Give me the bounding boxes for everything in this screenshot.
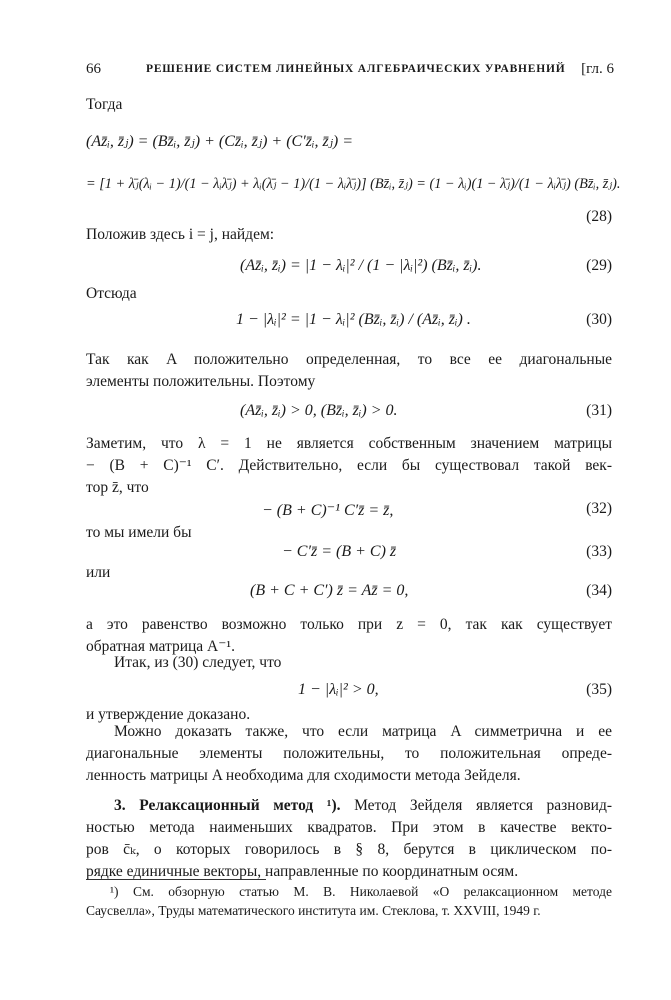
equation-30: 1 − |λᵢ|² = |1 − λᵢ|² (Bz̄ᵢ, z̄ᵢ) / (Az̄ᵢ, z̄ᵢ) .: [236, 311, 471, 328]
text-line: Заметим, что λ = 1 не является собственным значением матрицы: [86, 435, 612, 452]
equation-29: (Az̄ᵢ, z̄ᵢ) = |1 − λᵢ|² / (1 − |λᵢ|²) (Bz̄ᵢ, z̄ᵢ).: [240, 257, 482, 274]
paragraph-positive-definite: [86, 349, 612, 393]
text-line: Итак, из (30) следует, что: [114, 654, 282, 671]
word-ili: или: [86, 564, 111, 581]
to-my-imeli-by: то мы имели бы: [86, 524, 192, 541]
word-togda: Тогда: [86, 96, 123, 113]
equation-32: − (B + C)⁻¹ C′z̄ = z̄,: [262, 502, 394, 519]
text-line: Так как A положительно определенная, то все ее диагональные: [86, 351, 612, 368]
footnote: [86, 882, 612, 920]
page-number: 66: [86, 61, 101, 77]
equation-35: 1 − |λᵢ|² > 0,: [298, 681, 379, 698]
paragraph-eigenvalue: [86, 433, 612, 499]
equation-28-line2: = [1 + λ̄ⱼ(λᵢ − 1)/(1 − λᵢλ̄ⱼ) + λᵢ(λ̄ⱼ − 1)/(1 − λᵢλ̄ⱼ)] (Bz̄ᵢ, z̄ⱼ) = (1 − λᵢ)(1 − λ̄ⱼ)/(1 − λᵢλ̄ⱼ) (Bz̄ᵢ, z̄ⱼ).: [86, 176, 621, 192]
section-first-line-rest: Метод Зейделя является разновид-: [354, 797, 612, 814]
running-header: [86, 61, 614, 83]
word-otsyuda: Отсюда: [86, 285, 137, 302]
equation-29-number: (29): [586, 257, 612, 274]
text-line: диагональные элементы положительны, то положительная опреде-: [86, 745, 612, 762]
text-line: Можно доказать также, что если матрица A симметрична и ее: [114, 723, 612, 740]
equation-35-number: (35): [586, 681, 612, 698]
paragraph-itak: [86, 652, 612, 674]
text-line: − (B + C)⁻¹ C′. Действительно, если бы существовал такой век-: [86, 457, 612, 474]
paragraph-symmetric: [86, 721, 612, 787]
equation-32-number: (32): [586, 500, 612, 517]
footnote-line: Саусвелла», Труды математического института им. Стеклова, т. XXVIII, 1949 г.: [86, 903, 541, 918]
text-line: ров c̄ₖ, о которых говорилось в § 8, берутся в циклическом по-: [86, 841, 612, 858]
text-line: ленность матрицы A необходима для сходимости метода Зейделя.: [86, 767, 521, 784]
equation-33: − C′z̄ = (B + C) z̄: [282, 543, 397, 560]
equation-30-number: (30): [586, 311, 612, 328]
text-line: тор z̄, что: [86, 479, 149, 496]
footnote-line: ¹) См. обзорную статью М. В. Николаевой «О релаксационном методе: [110, 884, 612, 899]
equation-31: (Az̄ᵢ, z̄ᵢ) > 0, (Bz̄ᵢ, z̄ᵢ) > 0.: [240, 402, 398, 419]
running-title: РЕШЕНИЕ СИСТЕМ ЛИНЕЙНЫХ АЛГЕБРАИЧЕСКИХ УРАВНЕНИЙ: [146, 63, 566, 75]
footnote-rule: [86, 879, 266, 880]
equation-31-number: (31): [586, 402, 612, 419]
equation-28-line1: (Az̄ᵢ, z̄ⱼ) = (Bz̄ᵢ, z̄ⱼ) + (Cz̄ᵢ, z̄ⱼ) + (C′z̄ᵢ, z̄ⱼ) =: [86, 133, 354, 150]
text-line: а это равенство возможно только при z = 0, так как существует: [86, 616, 612, 633]
text-line: и утверждение доказано.: [86, 706, 251, 723]
section-heading: 3. Релаксационный метод ¹).: [114, 797, 341, 814]
text-line: обратная матрица A⁻¹.: [86, 638, 235, 655]
equation-34-number: (34): [586, 582, 612, 599]
equation-34: (B + C + C′) z̄ = Az̄ = 0,: [250, 582, 409, 599]
equation-33-number: (33): [586, 543, 612, 560]
text-line: рядке единичные векторы, направленные по координатным осям.: [86, 863, 519, 880]
section-relaxation-method: [86, 795, 612, 883]
text-line: [86, 795, 612, 817]
text-line: ностью метода наименьших квадратов. При этом в качестве векто-: [86, 819, 612, 836]
text-line: элементы положительны. Поэтому: [86, 373, 316, 390]
equation-28-number: (28): [586, 208, 612, 225]
chapter-label: [гл. 6: [581, 61, 614, 77]
polozhiv-line: Положив здесь i = j, найдем:: [86, 226, 275, 243]
